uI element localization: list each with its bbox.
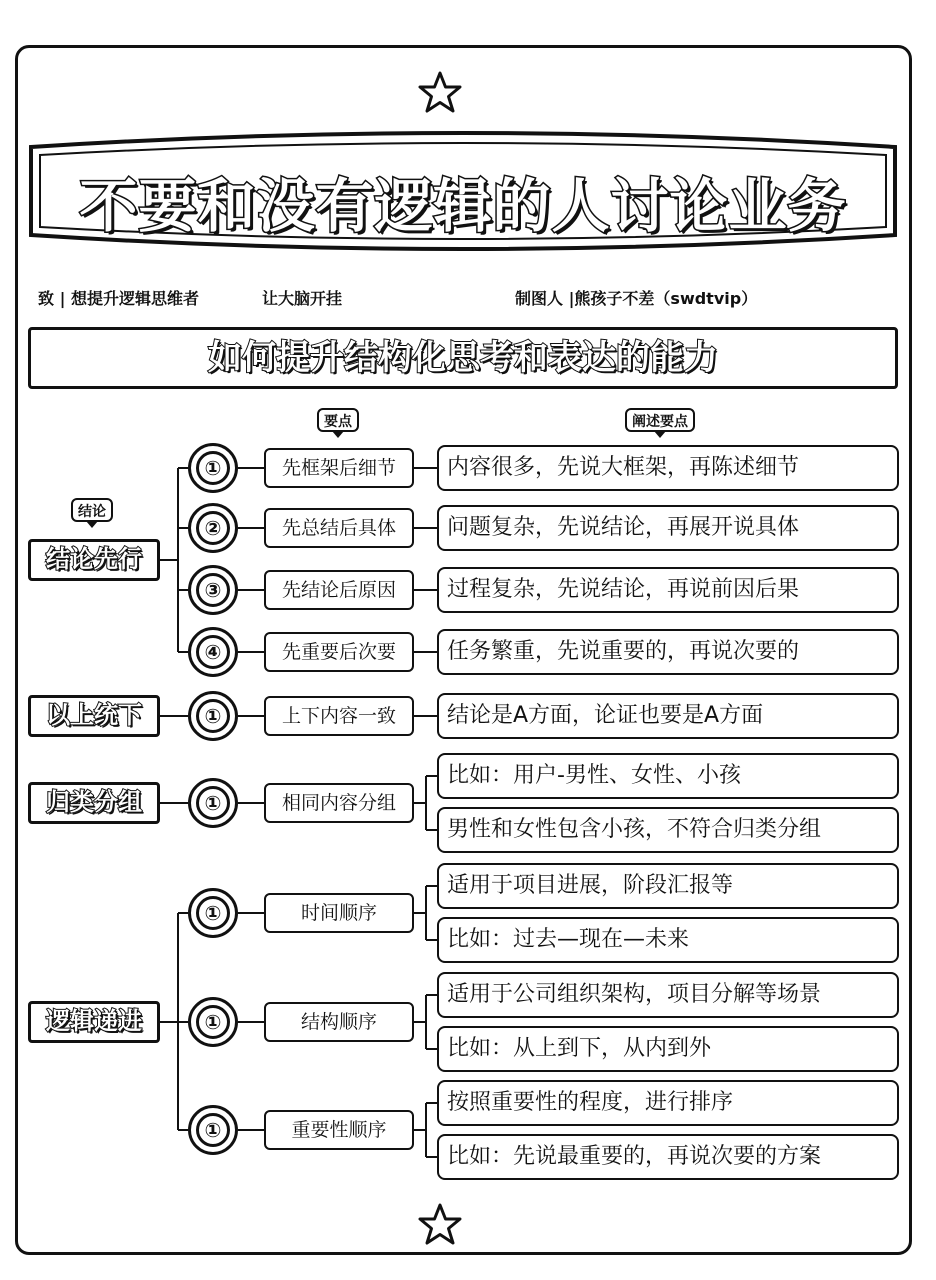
description: 比如：先说最重要的，再说次要的方案 (437, 1134, 899, 1180)
number-badge: ① (188, 691, 238, 741)
description: 问题复杂，先说结论，再展开说具体 (437, 505, 899, 551)
number-badge: ① (188, 997, 238, 1047)
description: 任务繁重，先说重要的，再说次要的 (437, 629, 899, 675)
number-badge: ① (188, 1105, 238, 1155)
root-logical-progression: 逻辑递进 (28, 1001, 160, 1043)
key-point: 相同内容分组 (264, 783, 414, 823)
number-badge: ① (188, 888, 238, 938)
number-badge: ④ (188, 627, 238, 677)
key-point: 时间顺序 (264, 893, 414, 933)
description: 适用于公司组织架构，项目分解等场景 (437, 972, 899, 1018)
description: 比如：用户-男性、女性、小孩 (437, 753, 899, 799)
description: 内容很多，先说大框架，再陈述细节 (437, 445, 899, 491)
number-badge: ③ (188, 565, 238, 615)
column-tag-key: 要点 (317, 408, 359, 432)
description: 男性和女性包含小孩，不符合归类分组 (437, 807, 899, 853)
key-point: 先重要后次要 (264, 632, 414, 672)
description: 结论是A方面，论证也要是A方面 (437, 693, 899, 739)
column-tag-desc: 阐述要点 (625, 408, 695, 432)
key-point: 结构顺序 (264, 1002, 414, 1042)
root-grouping: 归类分组 (28, 782, 160, 824)
column-tag-root: 结论 (71, 498, 113, 522)
description: 按照重要性的程度，进行排序 (437, 1080, 899, 1126)
root-top-down: 以上统下 (28, 695, 160, 737)
key-point: 先结论后原因 (264, 570, 414, 610)
page-title: 不要和没有逻辑的人讨论业务 (79, 172, 847, 240)
description: 比如：过去—现在—未来 (437, 917, 899, 963)
number-badge: ② (188, 503, 238, 553)
slogan-text: 让大脑开挂 (262, 289, 343, 308)
key-point: 先总结后具体 (264, 508, 414, 548)
key-point: 上下内容一致 (264, 696, 414, 736)
number-badge: ① (188, 443, 238, 493)
description: 适用于项目进展，阶段汇报等 (437, 863, 899, 909)
dedication-text: 致 | 想提升逻辑思维者 (38, 289, 199, 308)
description: 比如：从上到下，从内到外 (437, 1026, 899, 1072)
description: 过程复杂，先说结论，再说前因后果 (437, 567, 899, 613)
key-point: 先框架后细节 (264, 448, 414, 488)
star-icon-bottom (417, 1202, 463, 1248)
root-conclusion-first: 结论先行 (28, 539, 160, 581)
author-text: 制图人 |熊孩子不差（swdtvip） (515, 289, 758, 308)
key-point: 重要性顺序 (264, 1110, 414, 1150)
subtitle-banner: 如何提升结构化思考和表达的能力 (28, 327, 898, 389)
number-badge: ① (188, 778, 238, 828)
